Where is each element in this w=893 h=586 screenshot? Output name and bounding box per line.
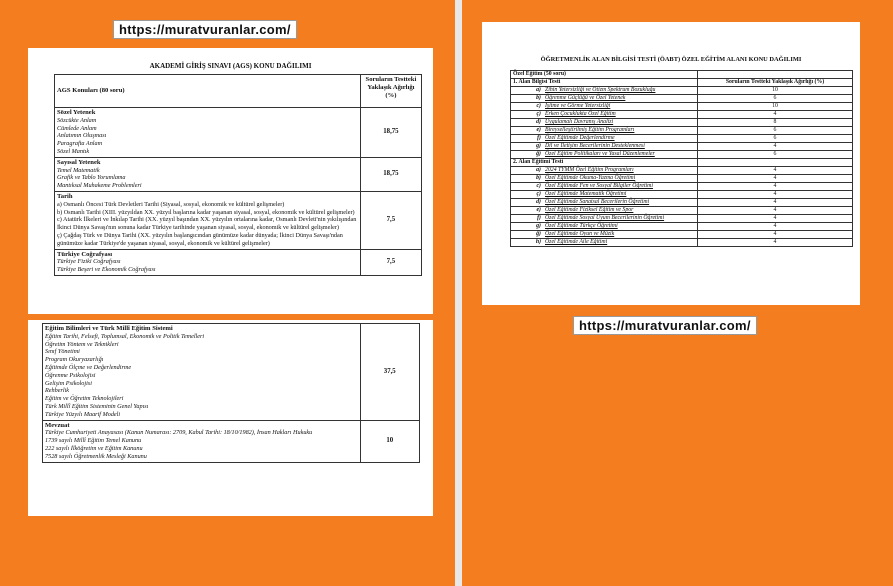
item-label: İşitme ve Görme Yetersizliği xyxy=(545,103,611,109)
oabt-item-row xyxy=(511,183,853,191)
item-pct: 6 xyxy=(698,95,853,103)
item-pct: 4 xyxy=(698,207,853,215)
item-letter: ç) xyxy=(536,111,541,117)
item-letter: e) xyxy=(536,207,541,213)
item-letter: e) xyxy=(536,127,541,133)
topic-item: Eğitimde Ölçme ve Değerlendirme xyxy=(45,363,132,371)
topic-item: Cümlede Anlam xyxy=(57,124,97,132)
oabt-item-row xyxy=(511,143,853,151)
ags-col-pct: Soruların Testteki Yaklaşık Ağırlığı (%) xyxy=(360,75,421,108)
ags-row-sozel xyxy=(55,108,422,158)
section-pct: 18,75 xyxy=(360,157,421,191)
item-letter: g) xyxy=(536,223,541,229)
topic-item: b) Osmanlı Tarihi (XIII. yüzyıldan XX. yüzyıl başlarına kadar yaşanan siyasal, sosyal, ekonomik ve kültürel gelişmeler) xyxy=(57,208,355,216)
section-pct: 10 xyxy=(360,420,419,462)
item-letter: ğ) xyxy=(536,231,541,237)
item-label: Özel Eğitimde Aile Eğitimi xyxy=(545,239,608,245)
item-cell xyxy=(511,127,698,135)
item-pct: 10 xyxy=(698,87,853,95)
item-pct: 4 xyxy=(698,231,853,239)
topic-item: Anlatımın Oluşması xyxy=(57,132,107,140)
item-cell xyxy=(511,183,698,191)
item-label: 2024 TYMM Özel Eğitim Programları xyxy=(545,167,634,173)
ags-row-tarih xyxy=(55,191,422,249)
oabt-item-row xyxy=(511,103,853,111)
topic-item: 1739 sayılı Millî Eğitim Temel Kanunu xyxy=(45,437,142,445)
group-empty xyxy=(698,159,853,167)
item-cell xyxy=(511,191,698,199)
oabt-item-row xyxy=(511,167,853,175)
topic-item: Grafik ve Tablo Yorumlama xyxy=(57,174,126,182)
item-pct: 8 xyxy=(698,119,853,127)
topic-item: Türkiye Fiziki Coğrafyası xyxy=(57,258,121,266)
item-cell xyxy=(511,231,698,239)
item-letter: c) xyxy=(536,103,541,109)
item-cell xyxy=(511,103,698,111)
item-pct: 4 xyxy=(698,143,853,151)
oabt-col-pct: Soruların Testteki Yaklaşık Ağırlığı (%) xyxy=(698,79,853,87)
item-letter: ğ) xyxy=(536,151,541,157)
oabt-item-row xyxy=(511,127,853,135)
ags-header-row xyxy=(55,75,422,108)
oabt-page xyxy=(482,22,860,305)
oabt-item-row xyxy=(511,231,853,239)
section-pct: 7,5 xyxy=(360,191,421,249)
topic-item: Öğrenme Psikolojisi xyxy=(45,371,96,379)
oabt-item-row xyxy=(511,175,853,183)
item-pct: 4 xyxy=(698,167,853,175)
section-pct: 7,5 xyxy=(360,249,421,275)
topic-item: Türkiye Beşeri ve Ekonomik Coğrafyası xyxy=(57,266,156,274)
topic-item: Rehberlik xyxy=(45,387,70,395)
topic-item: Eğitim ve Öğretim Teknolojileri xyxy=(45,395,124,403)
topic-item: Paragrafta Anlam xyxy=(57,140,103,148)
item-cell xyxy=(511,239,698,247)
oabt-item-row xyxy=(511,151,853,159)
topic-item: Öğretim Yöntem ve Teknikleri xyxy=(45,340,119,348)
item-cell xyxy=(511,95,698,103)
oabt-group-row xyxy=(511,159,853,167)
section-name: Türkiye Coğrafyası xyxy=(57,250,113,258)
item-label: Özel Eğitimde Oyun ve Müzik xyxy=(545,231,615,237)
ags-row-sayisal xyxy=(55,157,422,191)
oabt-item-row xyxy=(511,207,853,215)
item-cell xyxy=(511,143,698,151)
item-cell xyxy=(511,135,698,143)
oabt-item-row xyxy=(511,95,853,103)
oabt-item-row xyxy=(511,87,853,95)
item-pct: 4 xyxy=(698,199,853,207)
item-label: Özel Eğitimde Değerlendirme xyxy=(545,135,615,141)
item-label: Dil ve İletişim Becerilerinin Desteklenmesi xyxy=(545,143,645,149)
oabt-table xyxy=(510,70,853,247)
watermark-right: https://muratvuranlar.com/ xyxy=(573,316,757,335)
item-label: Erken Çocuklukta Özel Eğitim xyxy=(545,111,616,117)
item-letter: b) xyxy=(536,95,541,101)
section-name: Sayısal Yetenek xyxy=(57,158,101,166)
topic-item: Sözcükte Anlam xyxy=(57,116,97,124)
item-pct: 6 xyxy=(698,127,853,135)
item-label: Özel Eğitimde Sanatsal Becerilerin Öğretimi xyxy=(545,199,650,205)
item-cell xyxy=(511,151,698,159)
page-divider xyxy=(455,0,462,586)
item-letter: c) xyxy=(536,183,541,189)
section-pct: 37,5 xyxy=(360,324,419,421)
ags-table xyxy=(54,74,422,276)
oabt-item-row xyxy=(511,135,853,143)
item-letter: a) xyxy=(536,87,541,93)
item-letter: a) xyxy=(536,167,541,173)
ags-row-egitim xyxy=(43,324,420,421)
ags-page-2 xyxy=(28,320,433,516)
item-pct: 6 xyxy=(698,135,853,143)
item-label: Özel Eğitim Politikaları ve Yasal Düzenlemeler xyxy=(545,151,655,157)
topic-item: Sözel Mantık xyxy=(57,147,90,155)
item-pct: 4 xyxy=(698,215,853,223)
topic-item: Türkiye Cumhuriyeti Anayasası (Kanun Numarası: 2709, Kabul Tarihi: 18/10/1982), İnsan Hakları Hukuku xyxy=(45,429,313,437)
item-pct: 4 xyxy=(698,223,853,231)
item-pct: 4 xyxy=(698,111,853,119)
section-name: Mevzuat xyxy=(45,421,70,429)
ags-col-topic: AGS Konuları (80 soru) xyxy=(55,75,361,108)
item-pct: 4 xyxy=(698,239,853,247)
item-pct: 4 xyxy=(698,175,853,183)
item-cell xyxy=(511,175,698,183)
item-letter: d) xyxy=(536,199,541,205)
item-cell xyxy=(511,199,698,207)
item-letter: f) xyxy=(537,135,541,141)
item-letter: b) xyxy=(536,175,541,181)
watermark-top: https://muratvuranlar.com/ xyxy=(113,20,297,39)
oabt-title: ÖĞRETMENLİK ALAN BİLGİSİ TESTİ (ÖABT) ÖZEL EĞİTİM ALANI KONU DAĞILIMI xyxy=(540,56,802,63)
topic-item: Türkiye Yüzyılı Maarif Modeli xyxy=(45,410,121,418)
section-pct: 18,75 xyxy=(360,108,421,158)
item-letter: ç) xyxy=(536,191,541,197)
topic-item: 222 sayılı İlköğretim ve Eğitim Kanunu xyxy=(45,444,143,452)
topic-item: Gelişim Psikolojisi xyxy=(45,379,92,387)
item-cell xyxy=(511,111,698,119)
topic-item: Eğitim Tarihi, Felsefi, Toplumsal, Ekonomik ve Politik Temelleri xyxy=(45,332,205,340)
section-name: Tarih xyxy=(57,192,73,200)
item-cell xyxy=(511,207,698,215)
item-pct: 4 xyxy=(698,183,853,191)
item-letter: h) xyxy=(535,239,541,245)
oabt-item-row xyxy=(511,215,853,223)
item-label: Özel Eğitimde Okuma-Yazma Öğretimi xyxy=(545,175,636,181)
item-label: Öğrenme Güçlüğü ve Özel Yetenek xyxy=(545,95,626,101)
oabt-item-row xyxy=(511,191,853,199)
item-label: Uygulamalı Davranış Analizi xyxy=(545,119,614,125)
oabt-header: Özel Eğitim (50 soru) xyxy=(511,71,698,79)
section-name: Sözel Yetenek xyxy=(57,109,96,116)
item-letter: f) xyxy=(537,215,541,221)
item-letter: g) xyxy=(536,143,541,149)
topic-item: Program Okuryazarlığı xyxy=(45,356,104,364)
item-letter: d) xyxy=(536,119,541,125)
item-label: Özel Eğitimde Fen ve Sosyal Bilgiler Öğretimi xyxy=(545,183,653,189)
topic-item: Türk Millî Eğitim Sisteminin Genel Yapısı xyxy=(45,402,149,410)
item-cell xyxy=(511,223,698,231)
item-pct: 6 xyxy=(698,151,853,159)
item-cell xyxy=(511,87,698,95)
oabt-header-row xyxy=(511,71,853,79)
item-label: Zihin Yetersizliği ve Otizm Spektrum Bozukluğu xyxy=(545,87,656,93)
item-label: Özel Eğitimde Matematik Öğretimi xyxy=(545,191,627,197)
oabt-item-row xyxy=(511,223,853,231)
topic-item: Mantıksal Muhakeme Problemleri xyxy=(57,182,142,190)
topic-item: 7528 sayılı Öğretmenlik Mesleği Kanunu xyxy=(45,452,147,460)
oabt-item-row xyxy=(511,199,853,207)
group-name: 1. Alan Bilgisi Testi xyxy=(511,79,698,87)
oabt-group-2-items xyxy=(511,167,853,247)
section-name: Eğitim Bilimleri ve Türk Millî Eğitim Sistemi xyxy=(45,325,173,332)
oabt-group-1-items xyxy=(511,87,853,159)
oabt-item-row xyxy=(511,239,853,247)
item-label: Özel Eğitimde Fiziksel Eğitim ve Spor xyxy=(545,207,634,213)
oabt-item-row xyxy=(511,119,853,127)
item-pct: 4 xyxy=(698,191,853,199)
item-label: Özel Eğitimde Sosyal Uyum Becerilerinin Öğretimi xyxy=(545,215,665,221)
item-cell xyxy=(511,119,698,127)
topic-item: a) Osmanlı Öncesi Türk Devletleri Tarihi (Siyasal, sosyal, ekonomik ve kültürel gelişmeler) xyxy=(57,200,285,208)
ags-page xyxy=(28,48,433,314)
oabt-group-row xyxy=(511,79,853,87)
item-label: Bireyselleştirilmiş Eğitim Programları xyxy=(545,127,635,133)
ags-table-2 xyxy=(42,323,420,463)
item-pct: 10 xyxy=(698,103,853,111)
topic-item: ç) Çağdaş Türk ve Dünya Tarihi (XX. yüzyılın başlangıcından günümüze kadar dünyada; İkinci Dünya Savaşı'ndan günümüze kadar Türkiye'de yaşanan siyasal, sosyal, ekonomik ve kültürel gelişmeler) xyxy=(57,231,343,247)
item-cell xyxy=(511,215,698,223)
oabt-header-empty xyxy=(698,71,853,79)
item-label: Özel Eğitimde Türkçe Öğretimi xyxy=(545,223,618,229)
group-name: 2. Alan Eğitimi Testi xyxy=(511,159,698,167)
item-cell xyxy=(511,167,698,175)
topic-item: Temel Matematik xyxy=(57,166,100,174)
topic-item: Sınıf Yönetimi xyxy=(45,348,80,356)
oabt-item-row xyxy=(511,111,853,119)
ags-title: AKADEMİ GİRİŞ SINAVI (AGS) KONU DAĞILIMI xyxy=(149,62,312,70)
ags-row-cografya xyxy=(55,249,422,275)
topic-item: c) Atatürk İlkeleri ve İnkılap Tarihi (XX. yüzyıl başından XX. yüzyılın ortalarına kadar, Osmanlı Devleti'nin yıkılışından İkinci Dünya Savaşı'nın sonuna kadar Türkiye tarihinde yaşanan siyasal, sosyal, ekonomik ve kültürel gelişmeler) xyxy=(57,216,357,232)
ags-row-mevzuat xyxy=(43,420,420,462)
